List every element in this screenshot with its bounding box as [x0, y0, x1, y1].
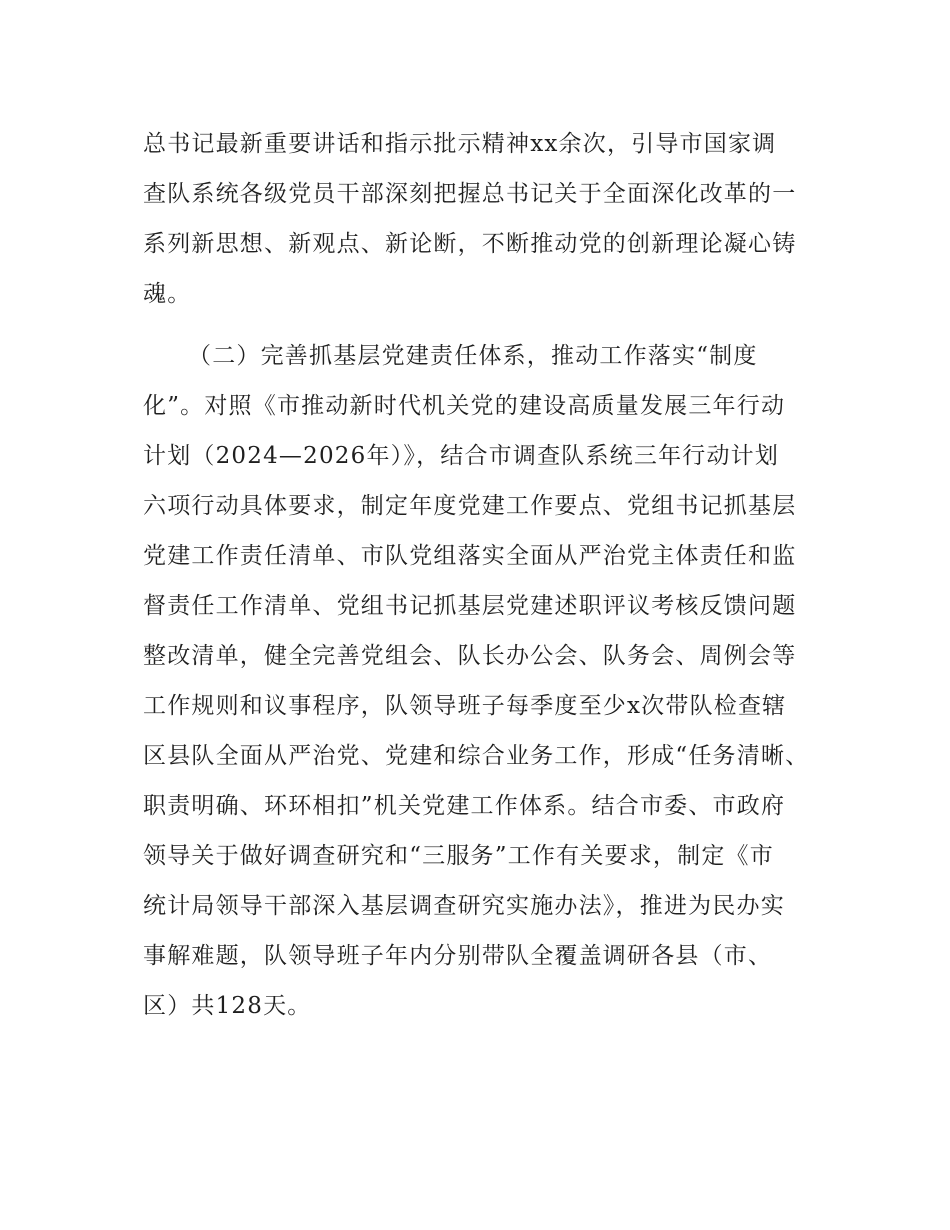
paragraph-2-line-2: 化”。对照《市推动新时代机关党的建设高质量发展三年行动	[143, 393, 786, 419]
paragraph-2-line-8: 工作规则和议事程序，队领导班子每季度至少x次带队检查辖	[143, 693, 787, 719]
paragraph-2-line-10: 职责明确、环环相扣”机关党建工作体系。结合市委、市政府	[143, 793, 786, 819]
paragraph-1-line-3: 系列新思想、新观点、新论断，不断推动党的创新理论凝心铸	[143, 231, 797, 257]
paragraph-2-line-7: 整改清单，健全完善党组会、队长办公会、队务会、周例会等	[143, 643, 797, 669]
paragraph-2-line-4: 六项行动具体要求，制定年度党建工作要点、党组书记抓基层	[143, 493, 797, 519]
paragraph-2-line-5: 党建工作责任清单、市队党组落实全面从严治党主体责任和监	[143, 543, 797, 569]
paragraph-2-line-9: 区县队全面从严治党、党建和综合业务工作，形成“任务清晰、	[143, 743, 810, 769]
paragraph-2-heading-line: （二）完善抓基层党建责任体系，推动工作落实“制度	[188, 343, 758, 369]
paragraph-2-line-6: 督责任工作清单、党组书记抓基层党建述职评议考核反馈问题	[143, 593, 797, 619]
paragraph-2-line-13: 事解难题，队领导班子年内分别带队全覆盖调研各县（市、	[143, 943, 773, 969]
paragraph-2-line-11: 领导关于做好调查研究和“三服务”工作有关要求，制定《市	[143, 843, 774, 869]
paragraph-2-line-12: 统计局领导干部深入基层调查研究实施办法》，推进为民办实	[143, 893, 785, 919]
paragraph-1-line-4: 魂。	[143, 281, 192, 307]
paragraph-2-line-3: 计划（2024—2026年）》，结合市调查队系统三年行动计划	[143, 443, 780, 469]
paragraph-1-line-2: 查队系统各级党员干部深刻把握总书记关于全面深化改革的一	[143, 181, 797, 207]
paragraph-2-line-14: 区）共128天。	[143, 993, 312, 1019]
paragraph-1-line-1: 总书记最新重要讲话和指示批示精神xx余次，引导市国家调	[143, 131, 777, 157]
